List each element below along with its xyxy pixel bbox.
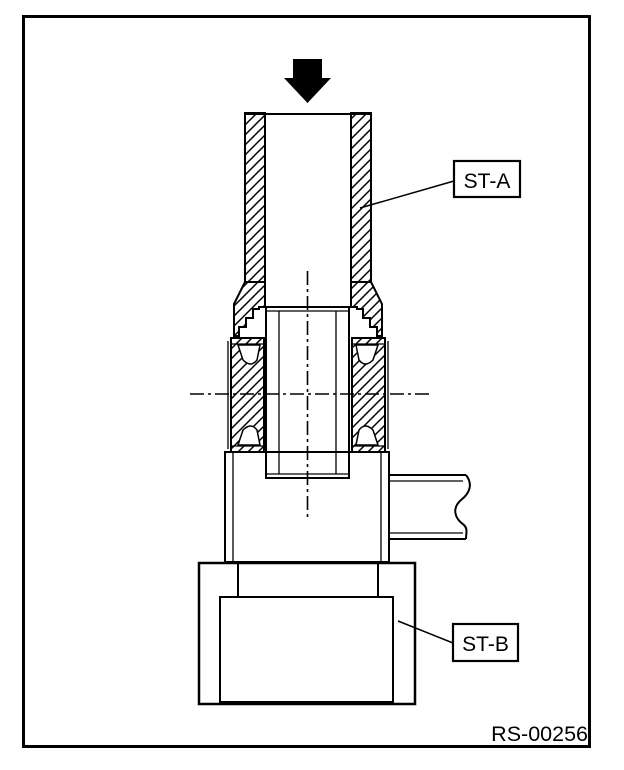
bushing-outer-left: [228, 338, 264, 452]
bushing-outer-right: [352, 338, 388, 452]
figure-code: RS-00256: [491, 722, 588, 746]
label-st-b: ST-B: [462, 633, 509, 656]
tube-wall-right: [351, 113, 371, 282]
cup-upper-recess: [239, 565, 377, 597]
tube-wall-left: [245, 113, 265, 282]
label-st-a: ST-A: [463, 170, 511, 193]
